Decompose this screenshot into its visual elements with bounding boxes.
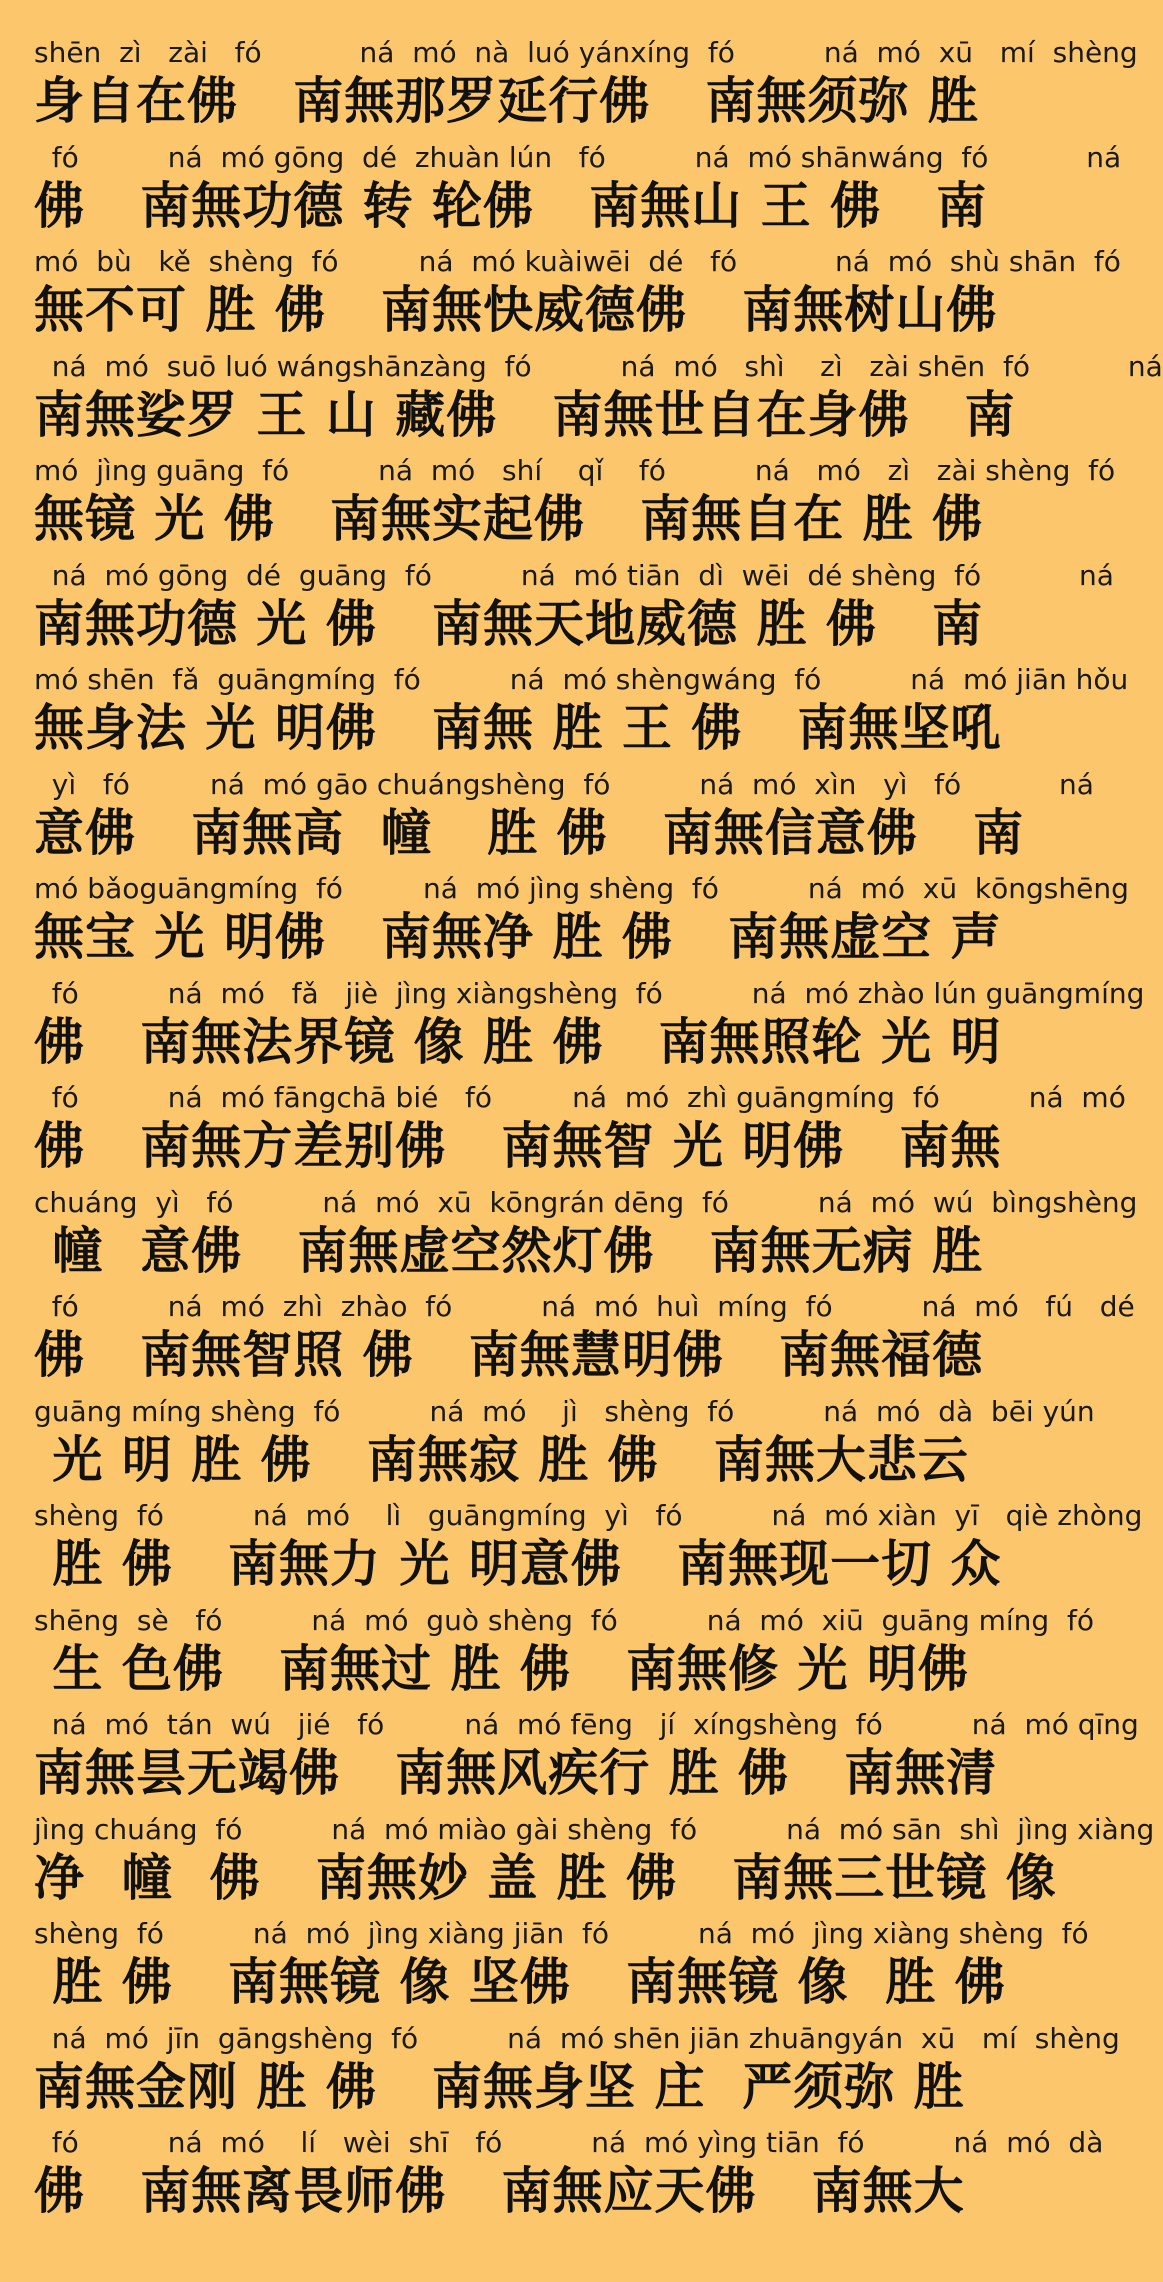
text-line — [0, 454, 1116, 559]
pinyin-line: mó jìng guāng fó ná mó shí qǐ fó ná mó zì zài shèng fó — [34, 454, 1116, 487]
text-line — [0, 558, 1114, 664]
hanzi-line: 佛 南無功德 转 轮佛 南無山 王 佛 南 — [34, 176, 988, 235]
text-line — [0, 1708, 1139, 1813]
hanzi-line: 生 色佛 南無过 胜 佛 南無修 光 明佛 — [34, 1639, 969, 1698]
hanzi-line: 無宝 光 明佛 南無净 胜 佛 南無虚空 声 — [34, 908, 1002, 966]
text-line — [0, 872, 1129, 977]
pinyin-line: fó ná mó zhì zhào fó ná mó huì míng fó ná mó fú dé — [34, 1290, 1135, 1323]
hanzi-line: 佛 南無智照 佛 南無慧明佛 南無福德 — [34, 1326, 984, 1384]
pinyin-line: fó ná mó lí wèi shī fó ná mó yìng tiān fó ná mó dà — [34, 2126, 1104, 2159]
pinyin-line: yì fó ná mó gāo chuángshèng fó ná mó xìn yì fó ná — [34, 767, 1094, 801]
pinyin-line: mó bǎoguāngmíng fó ná mó jìng shèng fó ná mó xū kōngshēng — [34, 872, 1129, 905]
pinyin-line: guāng míng shèng fó ná mó jì shèng fó ná mó dà bēi yún — [34, 1394, 1095, 1428]
pinyin-line: fó ná mó fǎ jiè jìng xiàngshèng fó ná mó zhào lún guāngmíng — [34, 976, 1145, 1010]
hanzi-line: 光 明 胜 佛 南無寂 胜 佛 南無大悲云 — [34, 1430, 969, 1489]
hanzi-line: 南無功德 光 佛 南無天地威德 胜 佛 南 — [34, 594, 984, 653]
hanzi-line: 南無金刚 胜 佛 南無身坚 庄 严须弥 胜 — [34, 2057, 965, 2116]
pinyin-line: chuáng yì fó ná mó xū kōngrán dēng fó ná mó wú bìngshèng — [34, 1185, 1138, 1219]
hanzi-line: 身自在佛 南無那罗延行佛 南無须弥 胜 — [34, 72, 979, 130]
hanzi-line: 無不可 胜 佛 南無快威德佛 南無树山佛 — [34, 281, 998, 339]
text-line — [0, 2021, 1120, 2127]
hanzi-line: 南無昙无竭佛 南無风疾行 胜 佛 南無清 — [34, 1744, 998, 1802]
pinyin-line: mó shēn fǎ guāngmíng fó ná mó shèngwáng fó ná mó jiān hǒu — [34, 663, 1129, 696]
hanzi-line: 幢 意佛 南無虚空然灯佛 南無无病 胜 — [34, 1221, 984, 1280]
text-line — [0, 2126, 1104, 2231]
text-line — [0, 36, 1138, 141]
pinyin-line: shèng fó ná mó lì guāngmíng yì fó ná mó xiàn yī qiè zhòng — [34, 1499, 1143, 1532]
pinyin-line: mó bù kě shèng fó ná mó kuàiwēi dé fó ná mó shù shān fó — [34, 245, 1121, 278]
pinyin-line: ná mó jīn gāngshèng fó ná mó shēn jiān zhuāngyán xū mí shèng — [34, 2021, 1120, 2055]
text-line — [0, 1081, 1126, 1186]
pinyin-line: ná mó suō luó wángshānzàng fó ná mó shì zì zài shēn fó ná — [34, 349, 1163, 383]
text-line — [0, 140, 1122, 246]
text-line — [0, 349, 1163, 455]
text-line — [0, 1394, 1095, 1500]
pinyin-line: ná mó tán wú jié fó ná mó fēng jí xíngshèng fó ná mó qīng — [34, 1708, 1139, 1741]
text-line — [0, 1917, 1089, 2022]
text-line — [0, 663, 1129, 768]
text-line — [0, 1290, 1135, 1395]
pinyin-line: shēng sè fó ná mó guò shèng fó ná mó xiū guāng míng fó — [34, 1603, 1094, 1637]
text-line — [0, 767, 1094, 873]
text-line — [0, 1185, 1138, 1291]
hanzi-line: 無身法 光 明佛 南無 胜 王 佛 南無坚吼 — [34, 699, 1002, 757]
hanzi-line: 南無娑罗 王 山 藏佛 南無世自在身佛 南 — [34, 385, 1016, 444]
hanzi-line: 佛 南無离畏师佛 南無应天佛 南無大 — [34, 2162, 965, 2220]
text-line — [0, 1603, 1094, 1709]
text-line — [0, 976, 1145, 1082]
pinyin-line: jìng chuáng fó ná mó miào gài shèng fó ná mó sān shì jìng xiàng — [34, 1812, 1155, 1846]
pinyin-line: fó ná mó fāngchā bié fó ná mó zhì guāngmíng fó ná mó — [34, 1081, 1126, 1114]
hanzi-line: 胜 佛 南無力 光 明意佛 南無现一切 众 — [34, 1535, 1002, 1593]
pinyin-line: shèng fó ná mó jìng xiàng jiān fó ná mó jìng xiàng shèng fó — [34, 1917, 1089, 1950]
hanzi-line: 净 幢 佛 南無妙 盖 胜 佛 南無三世镜 像 — [34, 1848, 1057, 1907]
hanzi-line: 佛 南無法界镜 像 胜 佛 南無照轮 光 明 — [34, 1012, 1002, 1071]
pinyin-line: ná mó gōng dé guāng fó ná mó tiān dì wēi dé shèng fó ná — [34, 558, 1114, 592]
hanzi-line: 無镜 光 佛 南無实起佛 南無自在 胜 佛 — [34, 490, 984, 548]
text-line — [0, 1499, 1143, 1604]
hanzi-line: 佛 南無方差别佛 南無智 光 明佛 南無 — [34, 1117, 1002, 1175]
hanzi-line: 胜 佛 南無镜 像 坚佛 南無镜 像 胜 佛 — [34, 1953, 1006, 2011]
pinyin-line: shēn zì zài fó ná mó nà luó yánxíng fó ná mó xū mí shèng — [34, 36, 1138, 69]
pinyin-line: fó ná mó gōng dé zhuàn lún fó ná mó shānwáng fó ná — [34, 140, 1122, 174]
text-line — [0, 245, 1121, 350]
text-line — [0, 1812, 1155, 1918]
hanzi-line: 意佛 南無高 幢 胜 佛 南無信意佛 南 — [34, 803, 1025, 862]
